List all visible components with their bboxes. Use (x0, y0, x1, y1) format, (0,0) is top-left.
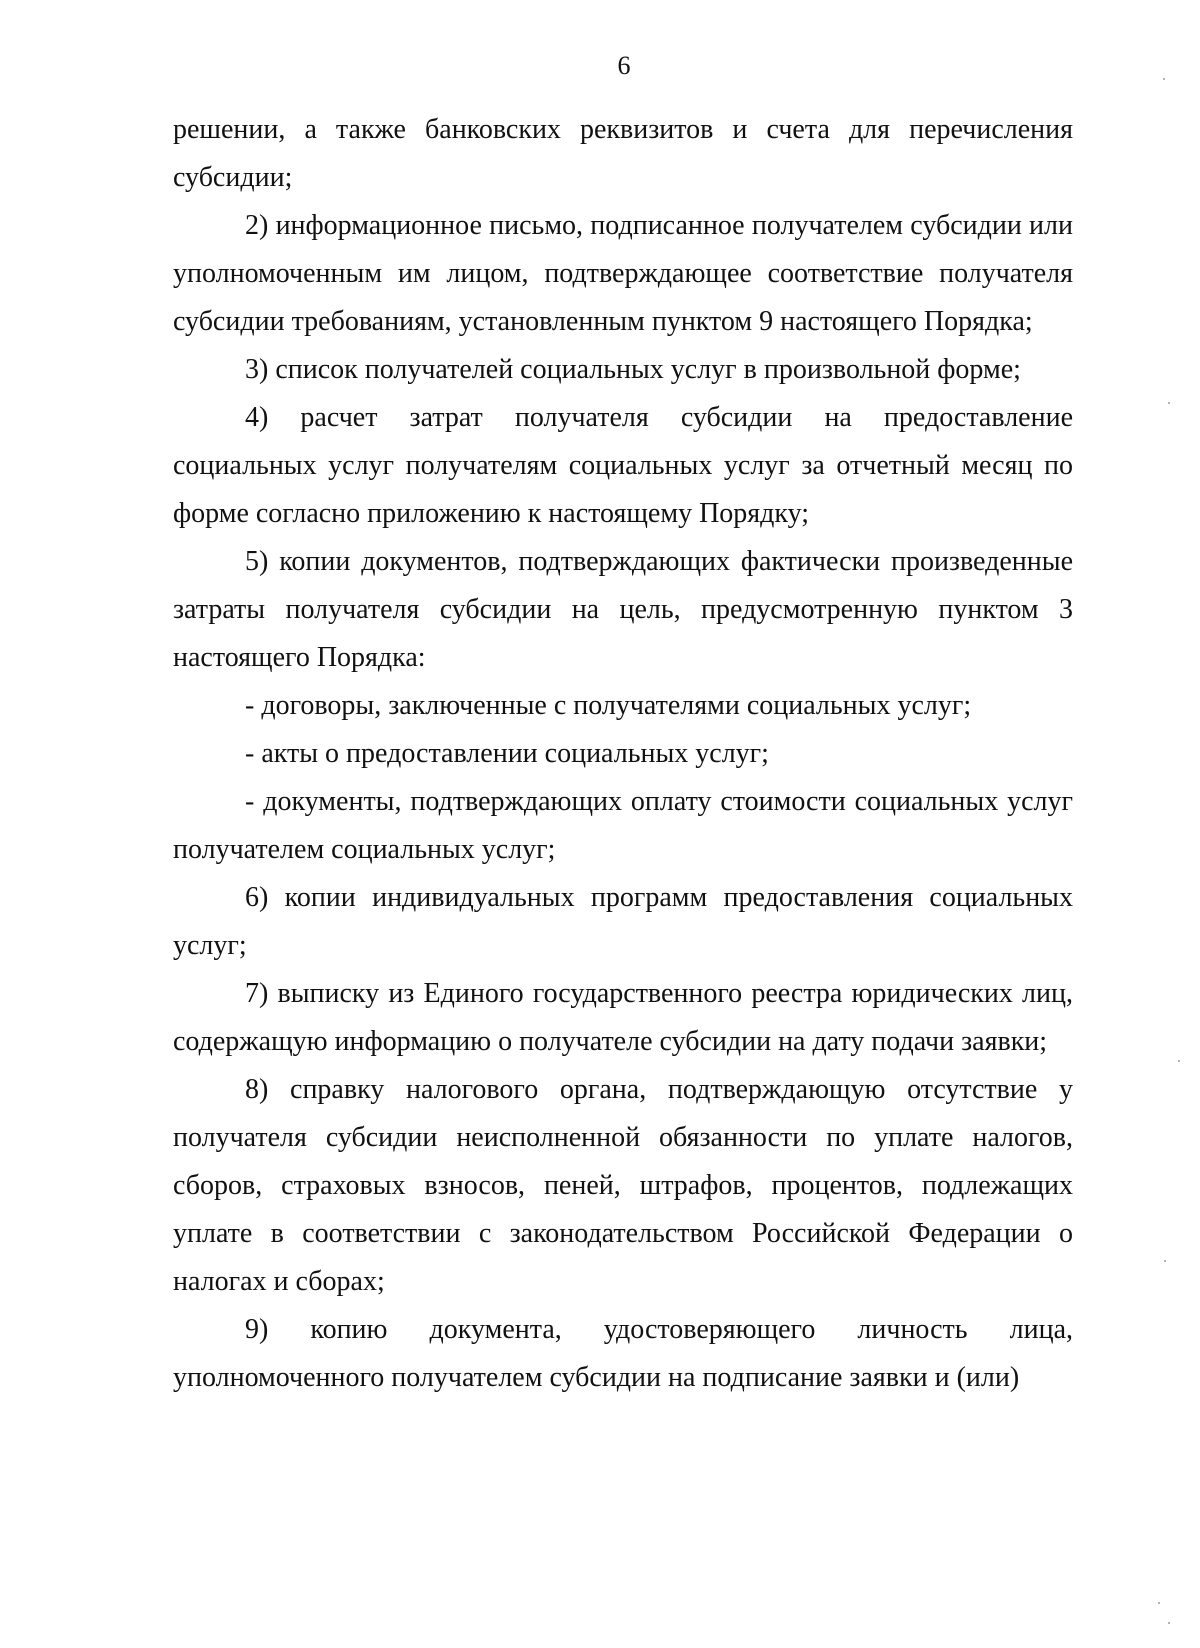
list-item-5: 5) копии документов, подтверждающих фактически произведенные затраты получателя субсидии на цель, предусмотренную пунктом 3 настоящего Порядка: (173, 546, 1073, 673)
list-item-3: 3) список получателей социальных услуг в произвольной форме; (245, 354, 1021, 385)
sub-item-contracts: - договоры, заключенные с получателями социальных услуг; (245, 690, 972, 721)
sub-item-payment-documents: - документы, подтверждающих оплату стоимости социальных услуг получателем социальных услуг; (173, 786, 1073, 865)
sub-item-acts: - акты о предоставлении социальных услуг; (245, 738, 769, 769)
list-item-9: 9) копию документа, удостоверяющего личность лица, уполномоченного получателем субсидии на подписание заявки и (или) (173, 1314, 1073, 1393)
scan-speck (1178, 1060, 1180, 1062)
scan-speck (1168, 402, 1170, 404)
page-number: 6 (617, 51, 631, 80)
scan-speck (1168, 1622, 1170, 1624)
paragraph-continuation: решении, а также банковских реквизитов и счета для перечисления субсидии; (173, 114, 1073, 193)
list-item-4: 4) расчет затрат получателя субсидии на предоставление социальных услуг получателям социальных услуг за отчетный месяц по форме согласно приложению к настоящему Порядку; (173, 402, 1073, 529)
scan-speck (1163, 78, 1165, 80)
document-body (173, 106, 1073, 1402)
scan-speck (1164, 1260, 1166, 1262)
list-item-7: 7) выписку из Единого государственного реестра юридических лиц, содержащую информацию о получателе субсидии на дату подачи заявки; (173, 978, 1073, 1057)
list-item-6: 6) копии индивидуальных программ предоставления социальных услуг; (173, 882, 1073, 961)
list-item-2: 2) информационное письмо, подписанное получателем субсидии или уполномоченным им лицом, подтверждающее соответствие получателя субсидии требованиям, установленным пунктом 9 настоящего Порядка; (173, 210, 1073, 337)
list-item-8: 8) справку налогового органа, подтверждающую отсутствие у получателя субсидии неисполненной обязанности по уплате налогов, сборов, страховых взносов, пеней, штрафов, процентов, подлежащих уплате в соответствии с законодательством Российской Федерации о налогах и сборах; (173, 1074, 1073, 1297)
scan-speck (1158, 1602, 1160, 1604)
